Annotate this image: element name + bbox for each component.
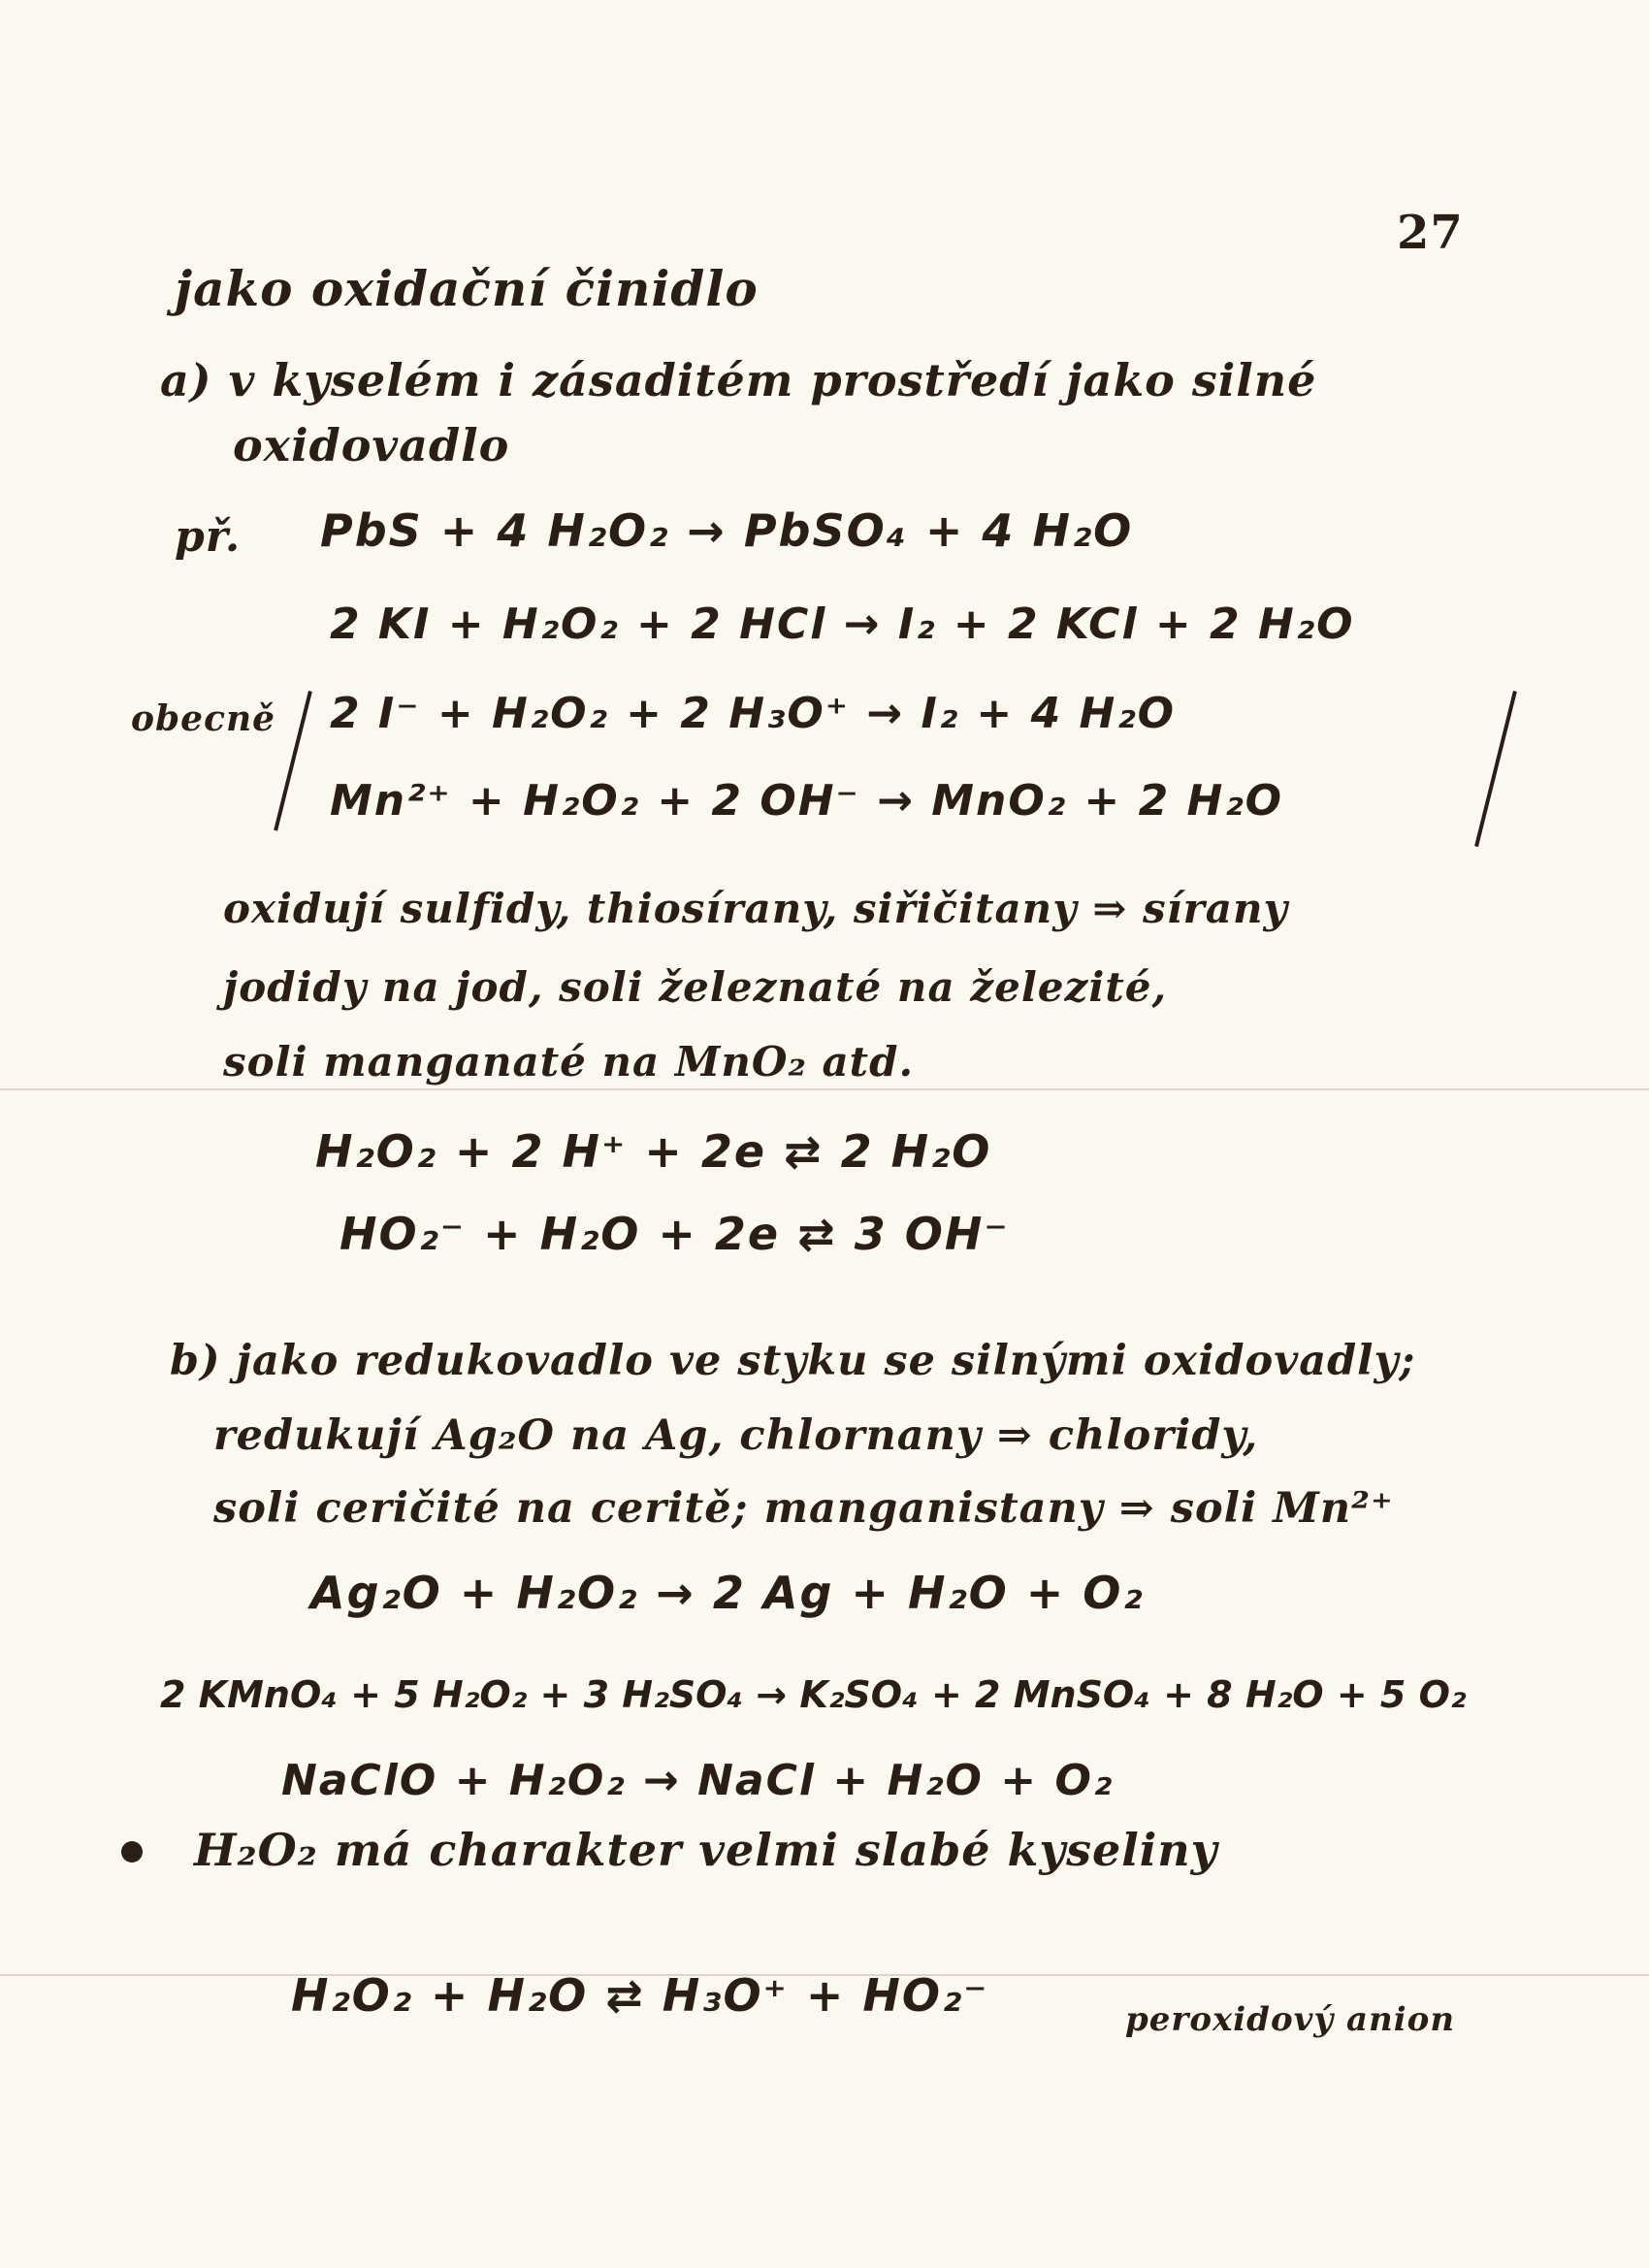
page-number: 27 <box>1397 206 1464 260</box>
acid-note: H₂O₂ má charakter velmi slabé kyseliny <box>194 1824 1218 1876</box>
section-a-line2: oxidovadlo <box>233 419 510 471</box>
bracket-left <box>274 691 312 831</box>
reduction-equation-1: Ag₂O + H₂O₂ → 2 Ag + H₂O + O₂ <box>310 1567 1145 1619</box>
section-b-line1: b) jako redukovadlo ve styku se silnými oxidovadly; <box>170 1337 1416 1385</box>
oxidizes-line1: oxidují sulfidy, thiosírany, siřičitany ⇒ sírany <box>223 885 1288 932</box>
acid-equation: H₂O₂ + H₂O ⇄ H₃O⁺ + HO₂⁻ <box>291 1969 989 2022</box>
fold-line <box>0 1088 1649 1090</box>
bullet-icon <box>121 1841 143 1863</box>
example-label: př. <box>175 512 242 562</box>
reduction-equation-2: 2 KMnO₄ + 5 H₂O₂ + 3 H₂SO₄ → K₂SO₄ + 2 MnSO₄ + 8 H₂O + 5 O₂ <box>160 1673 1467 1716</box>
general-equation-1: 2 I⁻ + H₂O₂ + 2 H₃O⁺ → I₂ + 4 H₂O <box>330 689 1177 738</box>
section-b-line2: redukují Ag₂O na Ag, chlornany ⇒ chloridy, <box>213 1411 1259 1460</box>
section-b-line3: soli ceričité na ceritě; manganistany ⇒ soli Mn²⁺ <box>213 1484 1394 1533</box>
half-reaction-2: HO₂⁻ + H₂O + 2e ⇄ 3 OH⁻ <box>340 1208 1010 1260</box>
general-label: obecně <box>131 698 276 739</box>
example-equation-2: 2 KI + H₂O₂ + 2 HCl → I₂ + 2 KCl + 2 H₂O <box>330 599 1355 649</box>
section-a-line1: a) v kyselém i zásaditém prostředí jako silné <box>160 354 1317 406</box>
example-equation-1: PbS + 4 H₂O₂ → PbSO₄ + 4 H₂O <box>320 504 1134 557</box>
half-reaction-1: H₂O₂ + 2 H⁺ + 2e ⇄ 2 H₂O <box>315 1125 992 1178</box>
oxidizes-line2: jodidy na jod, soli železnaté na železité, <box>223 963 1168 1011</box>
general-equation-2: Mn²⁺ + H₂O₂ + 2 OH⁻ → MnO₂ + 2 H₂O <box>330 776 1283 826</box>
heading: jako oxidační činidlo <box>175 260 759 317</box>
oxidizes-line3: soli manganaté na MnO₂ atd. <box>223 1038 915 1085</box>
reduction-equation-3: NaClO + H₂O₂ → NaCl + H₂O + O₂ <box>281 1756 1115 1805</box>
anion-label: peroxidový anion <box>1125 2000 1456 2039</box>
bracket-right <box>1474 691 1517 847</box>
